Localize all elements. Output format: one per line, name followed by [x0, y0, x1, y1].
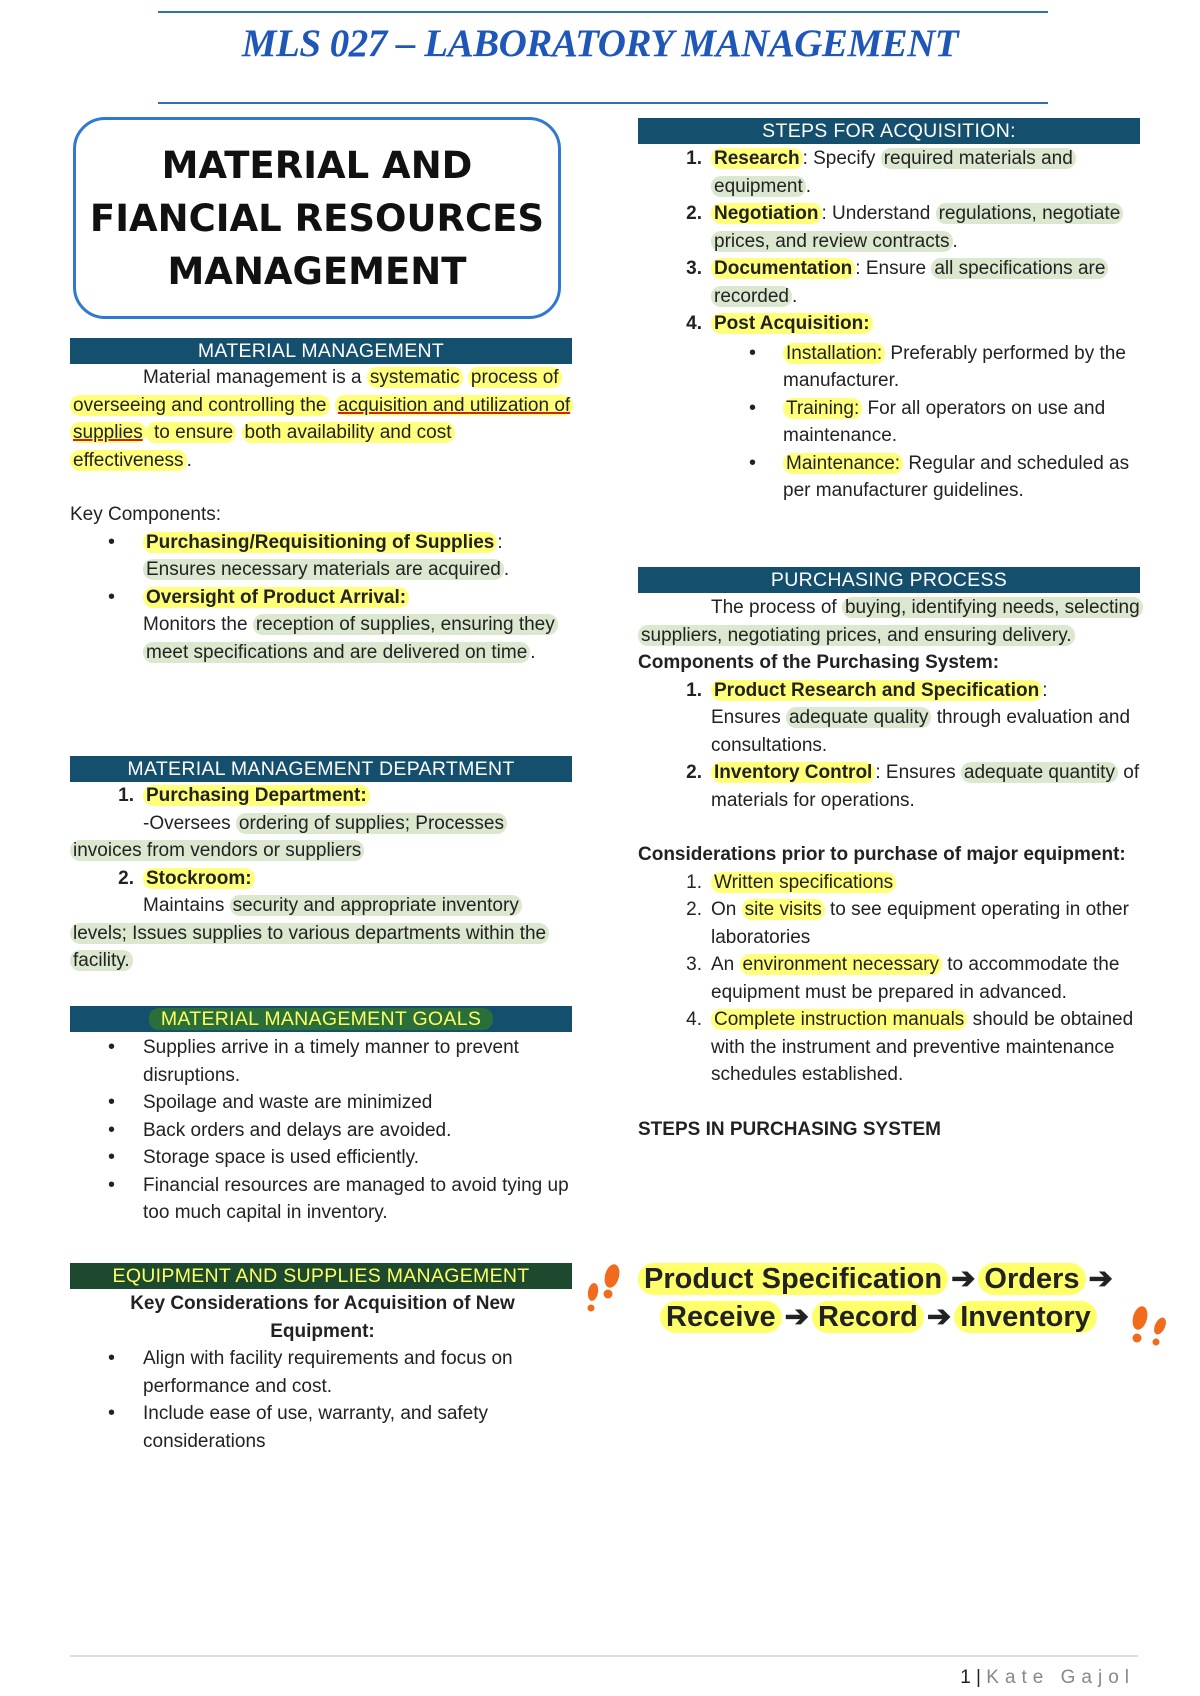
- list-item: [638, 200, 1143, 255]
- item-number: 2.: [686, 762, 702, 783]
- step-text: : Understand: [821, 203, 936, 224]
- component-end: .: [503, 559, 510, 580]
- key-components-label: Key Components:: [70, 504, 222, 525]
- purchasing-intro: [638, 594, 1143, 649]
- item-text: -Oversees: [143, 812, 236, 834]
- page-footer: [960, 1664, 1135, 1692]
- item-colon: :: [1042, 679, 1048, 701]
- arrow-right-icon: ➔: [926, 1301, 952, 1333]
- component-title: Oversight of Product Arrival:: [143, 587, 409, 608]
- department-body: [70, 782, 575, 975]
- post-label: Installation:: [783, 343, 885, 364]
- step-number: 3.: [686, 258, 702, 279]
- item-number: 1.: [686, 679, 702, 701]
- purchasing-components: [638, 677, 1143, 815]
- list-item: [638, 896, 1143, 951]
- post-acquisition-list: [638, 340, 1143, 505]
- item-text: to accommodate the equipment must be prepared in advanced.: [711, 954, 1120, 1003]
- intro-highlight: systematic: [367, 367, 463, 388]
- list-item: [638, 145, 1143, 200]
- top-rule: [158, 11, 1048, 13]
- arrow-right-icon: ➔: [951, 1263, 976, 1295]
- footer-rule: [70, 1655, 1138, 1657]
- intro-text: The process of: [711, 597, 842, 618]
- step-title: Documentation: [711, 258, 855, 279]
- list-item: [638, 450, 1143, 505]
- equipment-header: EQUIPMENT AND SUPPLIES MANAGEMENT: [70, 1263, 572, 1289]
- item-highlight: Complete instruction manuals: [711, 1009, 967, 1030]
- step-end: .: [952, 230, 958, 252]
- component-colon: :: [497, 531, 503, 553]
- step-title: Post Acquisition:: [711, 313, 873, 334]
- component-text: reception of supplies, ensuring they meet specifications and are delivered on time: [143, 614, 558, 663]
- step-number: 4.: [686, 313, 702, 334]
- item-highlight: adequate quality: [786, 707, 931, 728]
- step-end: .: [805, 175, 812, 197]
- item-number: 3.: [686, 954, 702, 975]
- item-text: On: [711, 899, 742, 920]
- item-number: 2.: [686, 899, 702, 920]
- item-text: Ensures: [711, 707, 786, 728]
- list-item: • Financial resources are managed to avoid tying up too much capital in inventory.: [70, 1172, 575, 1227]
- material-management-body: [70, 364, 575, 666]
- step-number: 2.: [686, 203, 702, 224]
- acquisition-steps: [638, 145, 1143, 338]
- goals-header: [70, 1006, 572, 1032]
- considerations-label: Considerations prior to purchase of major equipment:: [638, 844, 1126, 865]
- intro-paragraph: [70, 364, 575, 474]
- post-label: Training:: [783, 398, 862, 419]
- intro-text: Material management is a: [143, 367, 367, 388]
- acquisition-header: STEPS FOR ACQUISITION:: [638, 118, 1140, 144]
- component-text: Monitors the: [143, 614, 253, 635]
- component-text: Ensures necessary materials are acquired: [143, 559, 504, 580]
- item-text: through evaluation and consultations.: [711, 707, 1131, 756]
- goals-body: [70, 1034, 575, 1227]
- department-header: MATERIAL MANAGEMENT DEPARTMENT: [70, 756, 572, 782]
- components-label: Components of the Purchasing System:: [638, 652, 1000, 673]
- item-number: 1.: [686, 871, 702, 893]
- item-text: should be obtained with the instrument and preventive maintenance schedules established.: [711, 1009, 1134, 1085]
- arrow-right-icon: ➔: [1088, 1263, 1113, 1295]
- list-item: [70, 782, 575, 810]
- step-title: Research: [711, 148, 803, 169]
- intro-underlined: acquisition and utilization of supplies: [70, 395, 573, 444]
- list-item: [638, 340, 1143, 395]
- purchasing-body: [638, 594, 1143, 1143]
- step-text: : Specify: [802, 148, 881, 169]
- goals-list: [70, 1034, 575, 1227]
- post-text: For all operators on use and maintenance.: [783, 397, 1106, 446]
- list-item: • Spoilage and waste are minimized: [70, 1089, 575, 1117]
- flow-step: Record: [812, 1301, 924, 1333]
- list-item: [70, 584, 575, 667]
- list-item: [638, 1006, 1143, 1089]
- equipment-body: [70, 1290, 575, 1455]
- intro-highlight: to ensure: [146, 422, 237, 443]
- flow-row: [638, 1260, 1138, 1298]
- list-item: [638, 255, 1143, 310]
- flow-row: [638, 1298, 1138, 1336]
- item-text: Ensures: [880, 762, 961, 783]
- post-text: Regular and scheduled as per manufacturer guidelines.: [783, 452, 1130, 501]
- list-item: [638, 310, 1143, 338]
- list-item: [638, 759, 1143, 814]
- component-end: .: [530, 641, 536, 663]
- material-management-header: MATERIAL MANAGEMENT: [70, 338, 572, 364]
- item-number: 2.: [118, 867, 134, 889]
- purchasing-header: PURCHASING PROCESS: [638, 567, 1140, 593]
- item-title: Stockroom:: [143, 868, 255, 889]
- department-desc: [70, 892, 575, 975]
- list-item: [70, 529, 575, 584]
- steps-system-label: STEPS IN PURCHASING SYSTEM: [638, 1118, 941, 1140]
- list-item: [70, 865, 575, 893]
- step-text: : Ensure: [855, 258, 932, 279]
- goals-header-label: MATERIAL MANAGEMENT GOALS: [149, 1008, 493, 1030]
- intro-highlight: process of overseeing and controlling the: [70, 367, 562, 416]
- component-title: Purchasing/Requisitioning of Supplies: [143, 532, 497, 553]
- item-number: 1.: [118, 785, 134, 806]
- item-title: Inventory Control: [711, 762, 875, 783]
- flow-step: Inventory: [954, 1301, 1097, 1333]
- title-rule: [158, 102, 1048, 104]
- step-highlight: all specifications are recorded: [711, 258, 1108, 307]
- department-desc: [70, 810, 575, 865]
- item-text: security and appropriate inventory levels; Issues supplies to various departments within the facility.: [70, 895, 549, 971]
- item-title: Product Research and Specification: [711, 680, 1042, 701]
- list-item: • Supplies arrive in a timely manner to prevent disruptions.: [70, 1034, 575, 1089]
- list-item: [638, 677, 1143, 760]
- box-title-line: MATERIAL AND: [161, 143, 473, 187]
- item-highlight: Written specifications: [711, 872, 896, 893]
- step-number: 1.: [686, 148, 702, 169]
- footprints-icon: [580, 1262, 628, 1320]
- considerations-list: [638, 869, 1143, 1089]
- key-components-list: [70, 529, 575, 667]
- item-text: ordering of supplies; Processes invoices from vendors or suppliers: [70, 813, 507, 862]
- flow-step: Orders: [978, 1263, 1085, 1295]
- item-number: 4.: [686, 1009, 702, 1030]
- steps-flow: [638, 1260, 1138, 1336]
- acquisition-body: [638, 145, 1143, 505]
- department-list: [70, 782, 575, 810]
- department-list: [70, 865, 575, 893]
- step-highlight: required materials and equipment: [711, 148, 1076, 197]
- item-highlight: adequate quantity: [961, 762, 1118, 783]
- intro-highlight: buying, identifying needs, selecting suppliers, negotiating prices, and ensuring delivery.: [638, 597, 1143, 646]
- equipment-list: [70, 1345, 575, 1455]
- list-item: [638, 395, 1143, 450]
- box-title-line: MANAGEMENT: [167, 249, 467, 293]
- intro-highlight: both availability and cost effectiveness: [70, 422, 455, 471]
- item-text: to see equipment operating in other laboratories: [711, 899, 1129, 948]
- intro-text: .: [186, 449, 192, 471]
- item-title: Purchasing Department:: [143, 785, 370, 806]
- item-text: of materials for operations.: [711, 762, 1140, 811]
- author-name: Kate Gajol: [986, 1667, 1135, 1688]
- flow-step: Receive: [660, 1301, 782, 1333]
- item-text: Maintains: [143, 895, 230, 916]
- flow-step: Product Specification: [638, 1263, 948, 1295]
- post-label: Maintenance:: [783, 453, 903, 474]
- step-end: .: [792, 285, 798, 307]
- list-item: [638, 869, 1143, 897]
- list-item: • Align with facility requirements and focus on performance and cost.: [70, 1345, 575, 1400]
- box-title-line: FIANCIAL RESOURCES: [89, 196, 545, 240]
- footer-separator: |: [976, 1667, 981, 1688]
- list-item: • Back orders and delays are avoided.: [70, 1117, 575, 1145]
- step-highlight: regulations, negotiate prices, and review contracts: [711, 203, 1123, 252]
- page-title: MLS 027 – LABORATORY MANAGEMENT: [241, 22, 959, 65]
- item-highlight: environment necessary: [740, 954, 942, 975]
- step-title: Negotiation: [711, 203, 822, 224]
- list-item: • Include ease of use, warranty, and safety considerations: [70, 1400, 575, 1455]
- page-number: 1: [960, 1667, 971, 1688]
- item-colon: :: [875, 762, 881, 783]
- arrow-right-icon: ➔: [784, 1301, 809, 1333]
- footprints-icon: [1124, 1298, 1172, 1356]
- equipment-subheading: Key Considerations for Acquisition of New Equipment:: [130, 1293, 515, 1342]
- list-item: [638, 951, 1143, 1006]
- list-item: • Storage space is used efficiently.: [70, 1144, 575, 1172]
- post-text: Preferably performed by the manufacturer.: [783, 342, 1126, 391]
- section-title-box: [73, 117, 561, 319]
- item-text: An: [711, 954, 740, 975]
- item-highlight: site visits: [742, 899, 825, 920]
